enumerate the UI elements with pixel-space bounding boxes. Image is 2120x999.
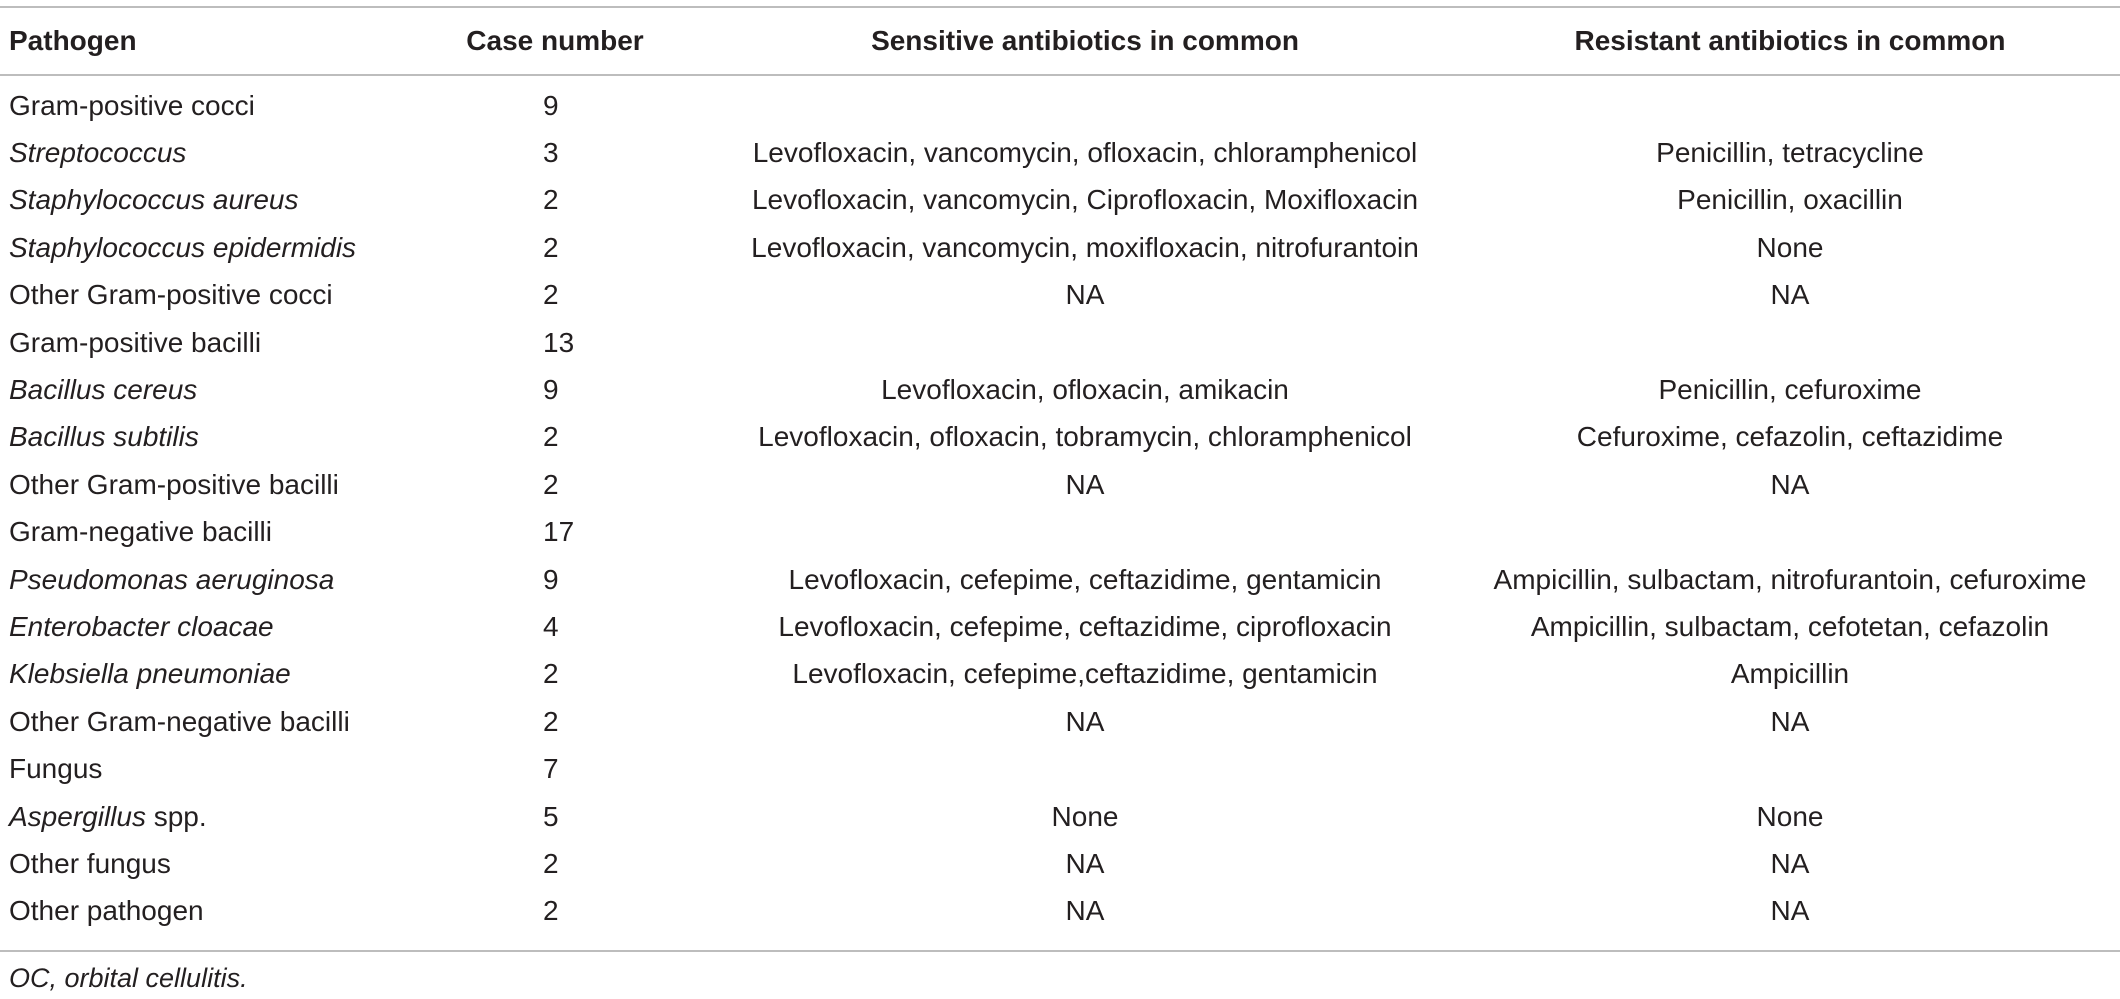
header-case-number: Case number bbox=[466, 25, 644, 56]
table-row bbox=[0, 651, 2120, 698]
table-row bbox=[0, 75, 2120, 129]
table-row bbox=[0, 177, 2120, 224]
cell-sensitive-antibiotics: NA bbox=[1065, 895, 1105, 927]
header-resistant-antibiotics: Resistant antibiotics in common bbox=[1574, 25, 2006, 56]
table-row bbox=[0, 840, 2120, 887]
table-row bbox=[0, 319, 2120, 366]
cell-resistant-antibiotics: Penicillin, tetracycline bbox=[1656, 137, 1924, 169]
cell-case-number: 9 bbox=[543, 563, 559, 595]
cell-case-number: 9 bbox=[543, 89, 559, 121]
cell-resistant-antibiotics: NA bbox=[1770, 705, 1810, 737]
cell-sensitive-antibiotics: None bbox=[1051, 800, 1119, 832]
cell-case-number: 2 bbox=[543, 231, 559, 263]
cell-resistant-antibiotics: Ampicillin bbox=[1730, 658, 1850, 690]
cell-pathogen: Other Gram-positive bacilli bbox=[9, 468, 339, 500]
header-pathogen: Pathogen bbox=[9, 25, 137, 56]
cell-case-number: 4 bbox=[543, 610, 559, 642]
cell-pathogen: Other fungus bbox=[9, 847, 171, 879]
cell-resistant-antibiotics: Penicillin, cefuroxime bbox=[1658, 374, 1922, 406]
cell-pathogen: Staphylococcus aureus bbox=[9, 184, 299, 216]
cell-resistant-antibiotics: NA bbox=[1770, 895, 1810, 927]
cell-sensitive-antibiotics: Levofloxacin, cefepime,ceftazidime, gentamicin bbox=[792, 658, 1378, 690]
cell-case-number: 2 bbox=[543, 468, 559, 500]
cell-sensitive-antibiotics bbox=[710, 75, 1460, 129]
table-row bbox=[0, 224, 2120, 271]
cell-resistant-antibiotics: NA bbox=[1770, 847, 1810, 879]
cell-pathogen: Fungus bbox=[9, 753, 103, 785]
cell-sensitive-antibiotics: Levofloxacin, cefepime, ceftazidime, gentamicin bbox=[788, 563, 1382, 595]
table-row bbox=[0, 745, 2120, 792]
cell-resistant-antibiotics: NA bbox=[1770, 468, 1810, 500]
cell-case-number: 2 bbox=[543, 705, 559, 737]
cell-pathogen: Bacillus cereus bbox=[9, 374, 198, 406]
cell-pathogen: Klebsiella pneumoniae bbox=[9, 658, 291, 690]
cell-sensitive-antibiotics: Levofloxacin, ofloxacin, tobramycin, chloramphenicol bbox=[758, 421, 1412, 453]
cell-pathogen: Gram-positive cocci bbox=[9, 89, 255, 121]
cell-resistant-antibiotics: Ampicillin, sulbactam, cefotetan, cefazolin bbox=[1530, 610, 2050, 642]
cell-case-number: 2 bbox=[543, 847, 559, 879]
cell-pathogen: Streptococcus bbox=[9, 137, 187, 169]
cell-sensitive-antibiotics: Levofloxacin, vancomycin, moxifloxacin, nitrofurantoin bbox=[751, 231, 1419, 263]
table-row bbox=[0, 793, 2120, 840]
cell-pathogen: Enterobacter cloacae bbox=[9, 610, 274, 642]
pathogen-suffix: spp. bbox=[145, 800, 207, 832]
cell-resistant-antibiotics: Ampicillin, sulbactam, nitrofurantoin, cefuroxime bbox=[1493, 563, 2087, 595]
pathogen-table-container bbox=[0, 6, 2120, 939]
table-row bbox=[0, 509, 2120, 556]
table-row bbox=[0, 366, 2120, 413]
cell-sensitive-antibiotics: Levofloxacin, cefepime, ceftazidime, ciprofloxacin bbox=[778, 610, 1392, 642]
table-header-row bbox=[0, 7, 2120, 75]
cell-sensitive-antibiotics: NA bbox=[1065, 468, 1105, 500]
cell-resistant-antibiotics bbox=[1460, 75, 2120, 129]
cell-case-number: 7 bbox=[543, 753, 559, 785]
pathogen-antibiotic-table bbox=[0, 6, 2120, 939]
table-footnote: OC, orbital cellulitis. bbox=[9, 963, 248, 993]
table-row bbox=[0, 556, 2120, 603]
table-bottom-rule bbox=[0, 950, 2120, 952]
pathogen-genus: Aspergillus bbox=[9, 800, 146, 832]
cell-resistant-antibiotics: NA bbox=[1770, 279, 1810, 311]
cell-sensitive-antibiotics: NA bbox=[1065, 847, 1105, 879]
cell-pathogen: Other Gram-negative bacilli bbox=[9, 705, 350, 737]
cell-sensitive-antibiotics: Levofloxacin, vancomycin, Ciprofloxacin, Moxifloxacin bbox=[751, 184, 1419, 216]
cell-sensitive-antibiotics: NA bbox=[1065, 705, 1105, 737]
cell-case-number: 5 bbox=[543, 800, 559, 832]
cell-pathogen bbox=[0, 793, 400, 840]
cell-sensitive-antibiotics: Levofloxacin, ofloxacin, amikacin bbox=[881, 374, 1289, 406]
cell-resistant-antibiotics bbox=[1460, 745, 2120, 792]
table-row bbox=[0, 414, 2120, 461]
cell-pathogen: Other Gram-positive cocci bbox=[9, 279, 333, 311]
cell-pathogen: Gram-positive bacilli bbox=[9, 326, 262, 358]
cell-case-number: 3 bbox=[543, 137, 559, 169]
cell-pathogen: Staphylococcus epidermidis bbox=[9, 231, 357, 263]
cell-resistant-antibiotics: Cefuroxime, cefazolin, ceftazidime bbox=[1576, 421, 2004, 453]
cell-case-number: 2 bbox=[543, 279, 559, 311]
cell-pathogen: Bacillus subtilis bbox=[9, 421, 199, 453]
table-row bbox=[0, 129, 2120, 176]
cell-sensitive-antibiotics bbox=[710, 319, 1460, 366]
cell-pathogen: Pseudomonas aeruginosa bbox=[9, 563, 335, 595]
table-body bbox=[0, 75, 2120, 939]
cell-case-number: 17 bbox=[543, 516, 575, 548]
cell-case-number: 2 bbox=[543, 184, 559, 216]
cell-sensitive-antibiotics bbox=[710, 509, 1460, 556]
table-row bbox=[0, 461, 2120, 508]
cell-resistant-antibiotics bbox=[1460, 319, 2120, 366]
table-row bbox=[0, 698, 2120, 745]
cell-sensitive-antibiotics bbox=[710, 745, 1460, 792]
cell-pathogen: Other pathogen bbox=[9, 895, 204, 927]
table-row bbox=[0, 603, 2120, 650]
table-row bbox=[0, 272, 2120, 319]
cell-case-number: 13 bbox=[543, 326, 575, 358]
cell-case-number: 2 bbox=[543, 658, 559, 690]
cell-resistant-antibiotics bbox=[1460, 509, 2120, 556]
cell-case-number: 9 bbox=[543, 374, 559, 406]
cell-resistant-antibiotics: None bbox=[1756, 800, 1824, 832]
cell-case-number: 2 bbox=[543, 895, 559, 927]
cell-case-number: 2 bbox=[543, 421, 559, 453]
cell-resistant-antibiotics: Penicillin, oxacillin bbox=[1677, 184, 1903, 216]
table-row bbox=[0, 888, 2120, 939]
cell-sensitive-antibiotics: NA bbox=[1065, 279, 1105, 311]
cell-pathogen: Gram-negative bacilli bbox=[9, 516, 272, 548]
cell-sensitive-antibiotics: Levofloxacin, vancomycin, ofloxacin, chloramphenicol bbox=[752, 137, 1418, 169]
header-sensitive-antibiotics: Sensitive antibiotics in common bbox=[871, 25, 1299, 56]
cell-resistant-antibiotics: None bbox=[1756, 231, 1824, 263]
